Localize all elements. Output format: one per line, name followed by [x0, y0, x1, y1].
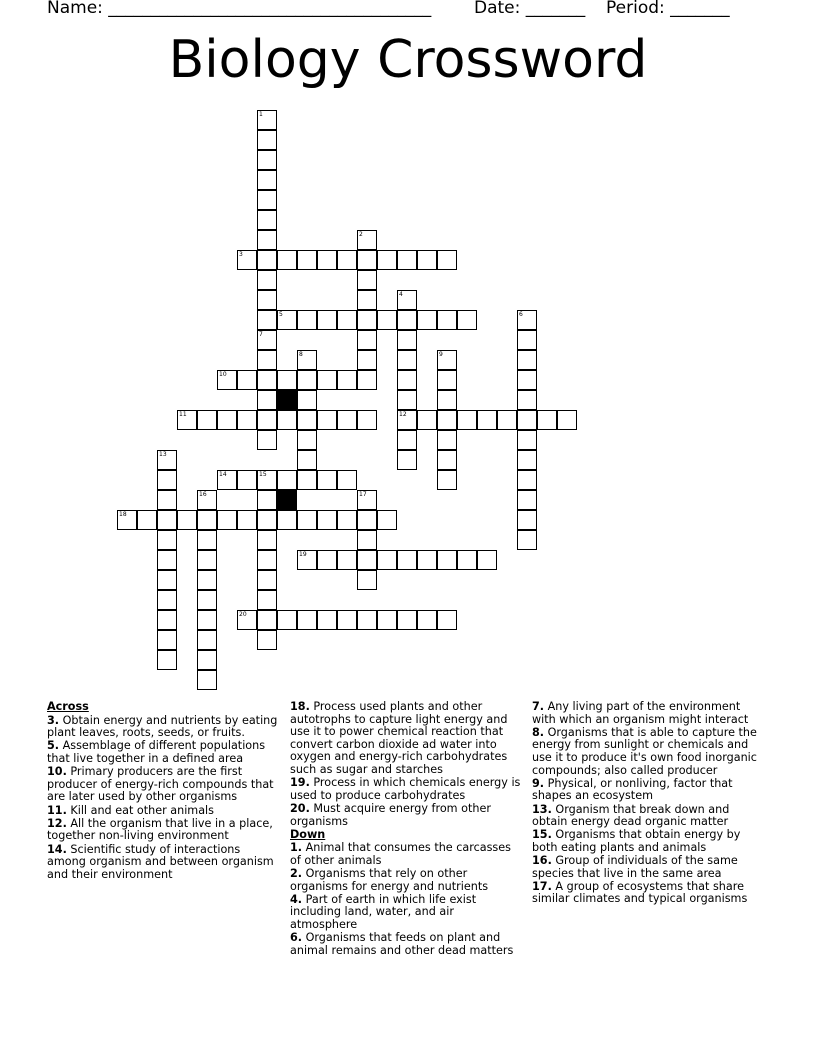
crossword-cell[interactable] [257, 110, 277, 130]
crossword-cell[interactable] [337, 310, 357, 330]
crossword-cell[interactable] [517, 330, 537, 350]
crossword-cell[interactable] [157, 490, 177, 510]
crossword-cell[interactable] [197, 510, 217, 530]
crossword-cell[interactable] [297, 430, 317, 450]
crossword-cell[interactable] [357, 250, 377, 270]
crossword-cell[interactable] [297, 510, 317, 530]
crossword-cell[interactable] [297, 310, 317, 330]
crossword-cell[interactable] [477, 410, 497, 430]
crossword-cell[interactable] [337, 510, 357, 530]
crossword-cell[interactable] [517, 510, 537, 530]
clue-text: Organisms that rely on other organisms for energy and nutrients [290, 867, 489, 893]
clues-column-2 [290, 701, 522, 958]
crossword-cell[interactable] [257, 270, 277, 290]
crossword-cell[interactable] [237, 470, 257, 490]
crossword-cell[interactable] [257, 210, 277, 230]
clue-down-16 [532, 855, 764, 880]
crossword-cell[interactable] [397, 610, 417, 630]
clue-number: 15. [532, 828, 552, 842]
crossword-cell[interactable] [537, 410, 557, 430]
cell-number: 2 [359, 231, 363, 238]
crossword-cell[interactable] [357, 350, 377, 370]
crossword-cell[interactable] [357, 510, 377, 530]
crossword-cell[interactable] [157, 470, 177, 490]
crossword-cell[interactable] [177, 410, 197, 430]
clue-down-1 [290, 842, 522, 867]
clue-text: Organisms that feeds on plant and animal remains and other dead matters [290, 931, 514, 957]
crossword-cell[interactable] [257, 370, 277, 390]
clues-column-3 [532, 701, 764, 907]
clue-text: Process used plants and other autotrophs to capture light energy and use it to power chemical reaction that convert carbon dioxide ad water into oxygen and energy-rich carbohydrates such as sugar and starches [290, 700, 508, 776]
crossword-cell[interactable] [197, 670, 217, 690]
clue-across-20 [290, 803, 522, 828]
crossword-cell[interactable] [197, 410, 217, 430]
clue-number: 16. [532, 854, 552, 868]
crossword-cell[interactable] [417, 410, 437, 430]
clue-number: 8. [532, 725, 545, 739]
crossword-cell[interactable] [317, 610, 337, 630]
crossword-cell[interactable] [397, 330, 417, 350]
crossword-cell[interactable] [417, 550, 437, 570]
clue-across-14 [47, 844, 279, 882]
clue-number: 5. [47, 739, 60, 753]
crossword-cell[interactable] [277, 250, 297, 270]
crossword-cell[interactable] [257, 350, 277, 370]
crossword-cell[interactable] [357, 370, 377, 390]
clue-number: 9. [532, 776, 545, 790]
crossword-cell[interactable] [337, 410, 357, 430]
clue-number: 19. [290, 776, 310, 790]
page-title: Biology Crossword [168, 30, 648, 90]
clue-number: 3. [47, 713, 60, 727]
cell-number: 11 [179, 411, 187, 418]
crossword-cell[interactable] [257, 430, 277, 450]
clue-number: 6. [290, 931, 303, 945]
crossword-cell[interactable] [317, 370, 337, 390]
crossword-cell[interactable] [277, 370, 297, 390]
crossword-cell[interactable] [497, 410, 517, 430]
clue-across-5 [47, 740, 279, 765]
crossword-cell[interactable] [257, 610, 277, 630]
cell-number: 4 [399, 291, 403, 298]
crossword-cell[interactable] [257, 150, 277, 170]
crossword-cell[interactable] [237, 510, 257, 530]
crossword-cell[interactable] [257, 230, 277, 250]
crossword-cell[interactable] [397, 550, 417, 570]
crossword-cell[interactable] [437, 250, 457, 270]
crossword-cell[interactable] [257, 390, 277, 410]
clue-text: Physical, or nonliving, factor that shapes an ecosystem [532, 776, 733, 803]
crossword-cell[interactable] [277, 470, 297, 490]
clue-down-8 [532, 727, 764, 777]
cell-number: 6 [519, 311, 523, 318]
crossword-cell[interactable] [297, 410, 317, 430]
crossword-cell[interactable] [217, 470, 237, 490]
crossword-cell[interactable] [257, 310, 277, 330]
crossword-cell[interactable] [257, 550, 277, 570]
crossword-cell[interactable] [357, 230, 377, 250]
crossword-cell[interactable] [237, 610, 257, 630]
clue-text: Any living part of the environment with which an organism might interact [532, 700, 749, 726]
crossword-cell[interactable] [517, 370, 537, 390]
crossword-cell[interactable] [317, 510, 337, 530]
cell-number: 17 [359, 491, 367, 498]
crossword-cell[interactable] [457, 550, 477, 570]
crossword-cell[interactable] [517, 310, 537, 330]
crossword-cell[interactable] [357, 330, 377, 350]
clue-text: Primary producers are the first producer of energy-rich compounds that are later used by other organisms [47, 765, 274, 804]
crossword-cell[interactable] [377, 310, 397, 330]
crossword-cell[interactable] [197, 490, 217, 510]
crossword-cell[interactable] [477, 550, 497, 570]
cell-number: 12 [399, 411, 407, 418]
clue-text: Animal that consumes the carcasses of other animals [290, 841, 511, 867]
clue-number: 17. [532, 879, 552, 893]
crossword-cell[interactable] [257, 130, 277, 150]
clue-text: Part of earth in which life exist including land, water, and air atmosphere [290, 892, 477, 932]
clue-text: Scientific study of interactions among organism and between organism and their environment [47, 842, 274, 881]
clue-number: 12. [47, 816, 67, 830]
crossword-cell[interactable] [217, 510, 237, 530]
crossword-cell[interactable] [277, 410, 297, 430]
crossword-cell[interactable] [237, 410, 257, 430]
clues-column-1 [47, 701, 279, 882]
crossword-cell[interactable] [257, 630, 277, 650]
crossword-cell[interactable] [437, 390, 457, 410]
crossword-cell[interactable] [357, 310, 377, 330]
crossword-cell[interactable] [257, 590, 277, 610]
crossword-cell[interactable] [357, 610, 377, 630]
clue-number: 11. [47, 803, 67, 817]
clue-number: 4. [290, 892, 303, 906]
crossword-cell[interactable] [337, 610, 357, 630]
crossword-cell[interactable] [357, 490, 377, 510]
crossword-cell[interactable] [197, 650, 217, 670]
crossword-cell[interactable] [297, 550, 317, 570]
crossword-cell[interactable] [257, 510, 277, 530]
crossword-cell[interactable] [457, 410, 477, 430]
crossword-cell[interactable] [157, 530, 177, 550]
crossword-cell[interactable] [297, 370, 317, 390]
crossword-cell[interactable] [257, 330, 277, 350]
crossword-cell[interactable] [157, 570, 177, 590]
crossword-cell[interactable] [257, 290, 277, 310]
crossword-cell[interactable] [457, 310, 477, 330]
crossword-cell[interactable] [317, 250, 337, 270]
crossword-cell[interactable] [517, 530, 537, 550]
crossword-cell[interactable] [437, 410, 457, 430]
clue-across-11 [47, 805, 279, 818]
clue-down-7 [532, 701, 764, 726]
crossword-cell[interactable] [157, 450, 177, 470]
cell-number: 10 [219, 371, 227, 378]
crossword-cell[interactable] [437, 470, 457, 490]
clue-down-13 [532, 804, 764, 829]
clue-down-2 [290, 868, 522, 893]
crossword-cell[interactable] [257, 570, 277, 590]
crossword-cell[interactable] [357, 290, 377, 310]
crossword-cell[interactable] [437, 550, 457, 570]
crossword-cell[interactable] [257, 250, 277, 270]
crossword-cell[interactable] [137, 510, 157, 530]
cell-number: 13 [159, 451, 167, 458]
date-field-label: Date: _______ [474, 0, 586, 18]
crossword-cell[interactable] [437, 370, 457, 390]
clue-number: 10. [47, 765, 67, 779]
crossword-cell[interactable] [437, 310, 457, 330]
clue-text: Assemblage of different populations that live together in a defined area [47, 739, 266, 765]
clue-across-12 [47, 818, 279, 843]
crossword-cell[interactable] [157, 630, 177, 650]
crossword-cell[interactable] [217, 370, 237, 390]
clue-number: 18. [290, 700, 310, 713]
crossword-cell[interactable] [217, 410, 237, 430]
crossword-cell[interactable] [257, 170, 277, 190]
crossword-cell[interactable] [277, 510, 297, 530]
clue-text: Kill and eat other animals [66, 803, 214, 817]
clue-down-9 [532, 778, 764, 803]
crossword-cell[interactable] [297, 610, 317, 630]
cell-number: 5 [279, 311, 283, 318]
cell-number: 7 [259, 331, 263, 338]
clue-down-4 [290, 894, 522, 932]
crossword-cell[interactable] [397, 350, 417, 370]
crossword-cell[interactable] [517, 490, 537, 510]
crossword-cell[interactable] [157, 510, 177, 530]
crossword-cell[interactable] [257, 530, 277, 550]
crossword-cell[interactable] [197, 570, 217, 590]
clue-number: 1. [290, 841, 303, 855]
crossword-cell[interactable] [157, 650, 177, 670]
crossword-cell[interactable] [197, 590, 217, 610]
crossword-cell[interactable] [357, 550, 377, 570]
crossword-cell[interactable] [197, 530, 217, 550]
crossword-cell[interactable] [297, 350, 317, 370]
crossword-cell[interactable] [297, 390, 317, 410]
crossword-cell[interactable] [357, 270, 377, 290]
crossword-cell[interactable] [417, 610, 437, 630]
clue-number: 20. [290, 801, 310, 815]
crossword-cell[interactable] [337, 250, 357, 270]
crossword-cell[interactable] [237, 250, 257, 270]
clue-text: Must acquire energy from other organisms [290, 801, 491, 828]
crossword-cell[interactable] [157, 550, 177, 570]
crossword-cell[interactable] [357, 410, 377, 430]
cell-number: 9 [439, 351, 443, 358]
crossword-cell[interactable] [417, 250, 437, 270]
across-heading: Across [47, 700, 89, 713]
crossword-cell[interactable] [397, 250, 417, 270]
crossword-cell[interactable] [357, 530, 377, 550]
crossword-cell[interactable] [317, 310, 337, 330]
clue-number: 7. [532, 700, 545, 713]
clue-down-6 [290, 932, 522, 957]
crossword-cell[interactable] [157, 590, 177, 610]
cell-number: 14 [219, 471, 227, 478]
crossword-cell[interactable] [237, 370, 257, 390]
cell-number: 18 [119, 511, 127, 518]
clue-number: 14. [47, 842, 67, 856]
crossword-cell[interactable] [357, 570, 377, 590]
cell-number: 8 [299, 351, 303, 358]
crossword-cell[interactable] [337, 470, 357, 490]
clue-text: Organism that break down and obtain energy dead organic matter [532, 802, 730, 829]
crossword-cell[interactable] [437, 450, 457, 470]
crossword-cell[interactable] [337, 550, 357, 570]
period-field-label: Period: _______ [606, 0, 730, 18]
crossword-cell[interactable] [517, 350, 537, 370]
crossword-cell[interactable] [397, 390, 417, 410]
crossword-cell[interactable] [197, 630, 217, 650]
clue-across-19 [290, 777, 522, 802]
crossword-cell[interactable] [257, 490, 277, 510]
crossword-cell[interactable] [397, 410, 417, 430]
crossword-cell[interactable] [397, 370, 417, 390]
clue-across-18 [290, 701, 522, 777]
crossword-cell[interactable] [297, 450, 317, 470]
crossword-cell[interactable] [517, 410, 537, 430]
crossword-cell[interactable] [437, 350, 457, 370]
clue-number: 2. [290, 867, 303, 881]
clue-across-10 [47, 766, 279, 804]
cell-number: 20 [239, 611, 247, 618]
crossword-cell[interactable] [297, 250, 317, 270]
crossword-cell[interactable] [517, 450, 537, 470]
crossword-block-cell [277, 390, 297, 410]
crossword-cell[interactable] [397, 310, 417, 330]
cell-number: 19 [299, 551, 307, 558]
clue-down-15 [532, 829, 764, 854]
cell-number: 15 [259, 471, 267, 478]
crossword-cell[interactable] [197, 610, 217, 630]
crossword-cell[interactable] [517, 470, 537, 490]
clue-down-17 [532, 881, 764, 906]
crossword-cell[interactable] [377, 550, 397, 570]
crossword-cell[interactable] [397, 450, 417, 470]
clue-text: All the organism that live in a place, together non-living environment [47, 816, 273, 843]
crossword-cell[interactable] [257, 470, 277, 490]
clue-number: 13. [532, 802, 552, 816]
crossword-cell[interactable] [337, 370, 357, 390]
crossword-cell[interactable] [117, 510, 137, 530]
crossword-cell[interactable] [397, 290, 417, 310]
crossword-cell[interactable] [517, 390, 537, 410]
crossword-cell[interactable] [377, 510, 397, 530]
crossword-cell[interactable] [317, 550, 337, 570]
crossword-cell[interactable] [437, 430, 457, 450]
crossword-cell[interactable] [377, 610, 397, 630]
clue-text: A group of ecosystems that share similar climates and typical organisms [532, 879, 748, 906]
crossword-cell[interactable] [277, 310, 297, 330]
crossword-cell[interactable] [437, 610, 457, 630]
clue-text: Group of individuals of the same species that live in the same area [532, 854, 738, 880]
clue-text: Process in which chemicals energy is used to produce carbohydrates [290, 776, 521, 802]
crossword-cell[interactable] [197, 550, 217, 570]
clue-text: Obtain energy and nutrients by eating plant leaves, roots, seeds, or fruits. [47, 713, 278, 740]
cell-number: 16 [199, 491, 207, 498]
crossword-cell[interactable] [317, 470, 337, 490]
clue-across-3 [47, 715, 279, 740]
clue-text: Organisms that obtain energy by both eating plants and animals [532, 828, 741, 854]
crossword-block-cell [277, 490, 297, 510]
crossword-cell[interactable] [517, 430, 537, 450]
name-field-label: Name: ______________________________________ [47, 0, 432, 18]
crossword-cell[interactable] [317, 410, 337, 430]
crossword-cell[interactable] [417, 310, 437, 330]
crossword-cell[interactable] [277, 610, 297, 630]
crossword-cell[interactable] [177, 510, 197, 530]
clue-text: Organisms that is able to capture the energy from sunlight or chemicals and use it to produce it's own food inorganic compounds; also called producer [532, 725, 757, 777]
crossword-cell[interactable] [297, 470, 317, 490]
crossword-cell[interactable] [157, 610, 177, 630]
crossword-cell[interactable] [257, 190, 277, 210]
cell-number: 3 [239, 251, 243, 258]
crossword-cell[interactable] [377, 250, 397, 270]
crossword-cell[interactable] [397, 430, 417, 450]
crossword-cell[interactable] [257, 410, 277, 430]
down-heading: Down [290, 827, 326, 841]
crossword-cell[interactable] [557, 410, 577, 430]
cell-number: 1 [259, 111, 263, 118]
